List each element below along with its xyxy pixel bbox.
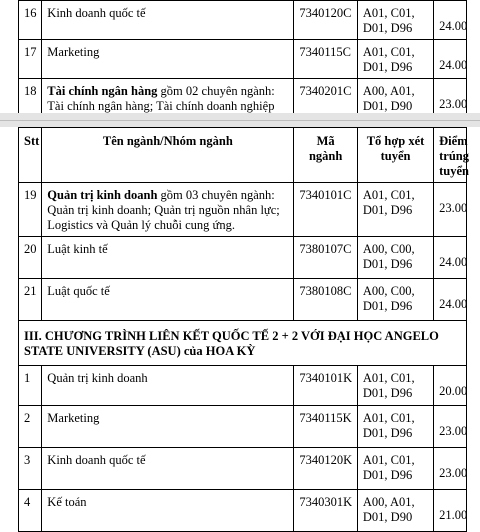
row-stt: 2 bbox=[19, 406, 42, 448]
admission-table-top bbox=[18, 0, 467, 118]
row-code: 7340120C bbox=[294, 1, 358, 40]
row-stt: 4 bbox=[19, 490, 42, 532]
row-score: 20.00 bbox=[434, 366, 467, 406]
row-combo bbox=[357, 279, 433, 321]
row-score: 24.00 bbox=[434, 40, 467, 79]
combo-line-2: D01, D96 bbox=[362, 426, 413, 440]
header-code: Mã ngành bbox=[294, 128, 358, 183]
row-combo bbox=[357, 490, 433, 532]
combo-line-2: D01, D96 bbox=[362, 60, 413, 74]
table-row bbox=[19, 279, 467, 321]
row-stt: 16 bbox=[19, 1, 42, 40]
row-combo bbox=[357, 448, 433, 490]
table-row bbox=[19, 183, 467, 237]
row-stt: 18 bbox=[19, 79, 42, 118]
combo-line-2: D01, D96 bbox=[362, 21, 413, 35]
combo-line-1: A01, C01, bbox=[362, 188, 415, 202]
combo-line-2: D01, D96 bbox=[362, 468, 413, 482]
combo-line-1: A01, C01, bbox=[362, 453, 415, 467]
table-row bbox=[19, 366, 467, 406]
combo-line-1: A00, C00, bbox=[362, 284, 415, 298]
program-name: Marketing bbox=[47, 45, 100, 59]
row-score: 21.00 bbox=[434, 490, 467, 532]
row-combo bbox=[357, 1, 433, 40]
row-combo bbox=[357, 79, 433, 118]
row-score: 24.00 bbox=[434, 237, 467, 279]
table-row bbox=[19, 1, 467, 40]
row-code: 7340201C bbox=[294, 79, 358, 118]
combo-line-1: A01, C01, bbox=[362, 371, 415, 385]
program-name: gồm 02 chuyên ngành: Tài chính ngân hàng; Tài chính doanh nghiệp bbox=[47, 84, 275, 113]
combo-line-1: A01, C01, bbox=[362, 411, 415, 425]
row-name bbox=[42, 406, 294, 448]
row-name bbox=[42, 490, 294, 532]
row-combo bbox=[357, 406, 433, 448]
row-score: 23.00 bbox=[434, 406, 467, 448]
program-name: Luật kinh tế bbox=[47, 242, 108, 256]
combo-line-1: A01, C01, bbox=[362, 45, 415, 59]
page-1-table-fragment bbox=[18, 0, 467, 113]
table-row bbox=[19, 79, 467, 118]
page-2-table bbox=[18, 127, 470, 524]
row-name bbox=[42, 79, 294, 118]
row-name bbox=[42, 1, 294, 40]
row-score: 23.00 bbox=[434, 448, 467, 490]
table-row bbox=[19, 40, 467, 79]
row-name bbox=[42, 366, 294, 406]
row-combo bbox=[357, 183, 433, 237]
row-code: 7340115K bbox=[294, 406, 358, 448]
row-combo bbox=[357, 237, 433, 279]
combo-line-2: D01, D96 bbox=[362, 203, 413, 217]
page-separator-line bbox=[0, 120, 480, 121]
header-name: Tên ngành/Nhóm ngành bbox=[42, 128, 294, 183]
header-combo: Tổ hợp xét tuyển bbox=[357, 128, 433, 183]
row-code: 7340101C bbox=[294, 183, 358, 237]
program-name: Kinh doanh quốc tế bbox=[47, 453, 146, 467]
row-name bbox=[42, 448, 294, 490]
row-code: 7380107C bbox=[294, 237, 358, 279]
program-name: Kế toán bbox=[47, 495, 87, 509]
combo-line-1: A01, C01, bbox=[362, 6, 415, 20]
program-name-bold: Quản trị kinh doanh bbox=[47, 188, 158, 202]
program-name-bold: Tài chính ngân hàng bbox=[47, 84, 158, 98]
row-stt: 3 bbox=[19, 448, 42, 490]
combo-line-2: D01, D96 bbox=[362, 257, 413, 271]
row-stt: 20 bbox=[19, 237, 42, 279]
row-name bbox=[42, 237, 294, 279]
program-name: gồm 03 chuyên ngành: Quản trị kinh doanh; Quản trị nguồn nhân lực; Logistics và Quản lý chuỗi cung ứng. bbox=[47, 188, 280, 232]
combo-line-1: A00, A01, bbox=[362, 495, 415, 509]
combo-line-2: D01, D96 bbox=[362, 386, 413, 400]
row-stt: 19 bbox=[19, 183, 42, 237]
row-combo bbox=[357, 40, 433, 79]
row-stt: 1 bbox=[19, 366, 42, 406]
row-name bbox=[42, 279, 294, 321]
table-row bbox=[19, 406, 467, 448]
row-stt: 21 bbox=[19, 279, 42, 321]
table-row bbox=[19, 490, 467, 532]
row-code: 7380108C bbox=[294, 279, 358, 321]
row-code: 7340120K bbox=[294, 448, 358, 490]
combo-line-2: D01, D90 bbox=[362, 510, 413, 524]
section-heading: III. CHƯƠNG TRÌNH LIÊN KẾT QUỐC TẾ 2 + 2 VỚI ĐẠI HỌC ANGELO STATE UNIVERSITY (ASU) của HOA KỲ bbox=[19, 321, 467, 366]
row-score: 24.00 bbox=[434, 1, 467, 40]
row-code: 7340101K bbox=[294, 366, 358, 406]
row-score: 23.00 bbox=[434, 79, 467, 118]
row-name bbox=[42, 40, 294, 79]
section-heading-row bbox=[19, 321, 467, 366]
row-code: 7340301K bbox=[294, 490, 358, 532]
row-combo bbox=[357, 366, 433, 406]
table-row bbox=[19, 237, 467, 279]
combo-line-2: D01, D90 bbox=[362, 99, 413, 113]
row-score: 23.00 bbox=[434, 183, 467, 237]
table-header-row bbox=[19, 128, 467, 183]
row-score: 24.00 bbox=[434, 279, 467, 321]
row-code: 7340115C bbox=[294, 40, 358, 79]
combo-line-2: D01, D96 bbox=[362, 299, 413, 313]
program-name: Marketing bbox=[47, 411, 100, 425]
table-row bbox=[19, 448, 467, 490]
program-name: Quản trị kinh doanh bbox=[47, 371, 148, 385]
header-score: Điểm trúng tuyển bbox=[434, 128, 467, 183]
admission-table bbox=[18, 127, 470, 532]
program-name: Luật quốc tế bbox=[47, 284, 110, 298]
row-name bbox=[42, 183, 294, 237]
combo-line-1: A00, C00, bbox=[362, 242, 415, 256]
program-name: Kinh doanh quốc tế bbox=[47, 6, 146, 20]
combo-line-1: A00, A01, bbox=[362, 84, 415, 98]
header-stt: Stt bbox=[19, 128, 42, 183]
row-stt: 17 bbox=[19, 40, 42, 79]
